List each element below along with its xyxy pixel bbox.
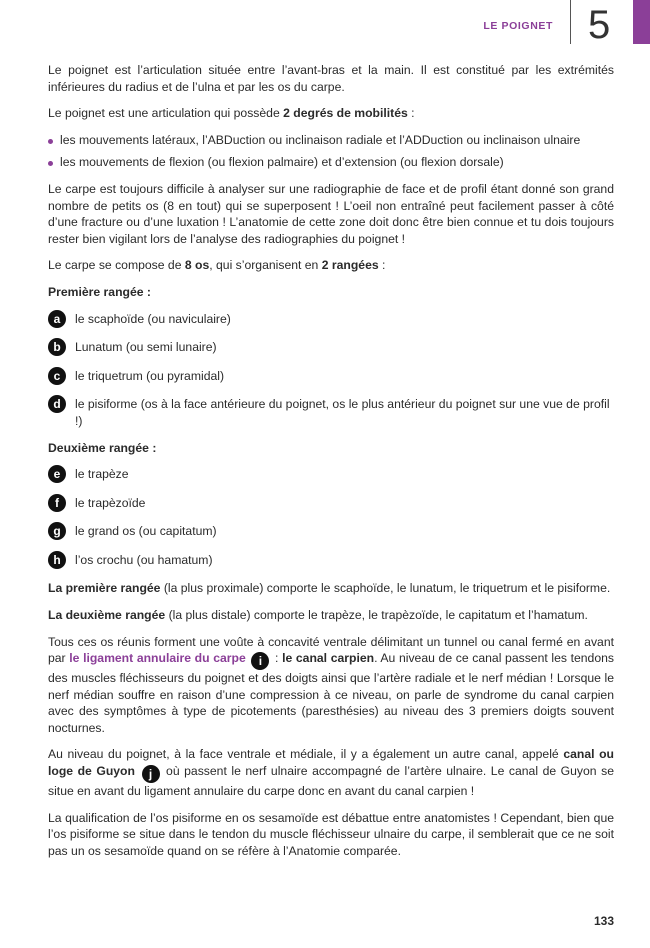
mobility-text: Le poignet est une articulation qui possède [48,106,284,121]
page-number: 133 [593,914,614,928]
second-row-summary [48,607,614,624]
bone-item-text: l’os crochu (ou hamatum) [75,552,213,567]
letter-badge-icon: b [48,338,66,356]
letter-badge-icon: h [48,551,66,569]
letter-badge-icon: j [142,765,160,783]
summary-bold: La première rangée [48,581,161,596]
canal-carpien-term: le canal carpien [282,651,375,666]
letter-badge-icon: c [48,367,66,385]
bone-item-text: Lunatum (ou semi lunaire) [75,340,217,355]
list-item-text: les mouvements de flexion (ou flexion palmaire) et d’extension (ou flexion dorsale) [60,155,504,170]
list-item [48,154,614,171]
canal-guyon-paragraph [48,746,614,799]
bone-item-f [48,495,614,513]
bone-item-text: le trapèzoïde [75,495,146,510]
canal-guyon-text-end: où passent le nerf ulnaire accompagné de l’artère ulnaire. Le canal de Guyon se situe en avant du ligament annulaire du carpe donc en avant du canal carpien ! [48,764,614,799]
intro-paragraph: Le poignet est l’articulation située entre l’avant-bras et la main. Il est constitué par les extrémités inférieures du radius et de l’ulna et par les os du carpe. [48,63,614,94]
bone-item-b [48,339,614,357]
composition-bold-rows: 2 rangées [321,258,379,273]
carpe-difficulty-paragraph: Le carpe est toujours difficile à analyser sur une radiographie de face et de profil étant donné son grand nombre de petits os (8 en tout) qui se superposent ! L’oeil non entraîné peut facilement passer à côté d’une fracture ou d’une luxation ! L’anatomie de cette zone doit donc être bien connue et tu dois toujours rester bien vigilant lors de l’analyse des radiographies du poignet ! [48,181,614,246]
summary-text: (la plus proximale) comporte le scaphoïde, le lunatum, le triquetrum et le pisiforme. [160,581,611,596]
ligament-term: le ligament annulaire du carpe [69,651,246,666]
bone-item-text: le pisiforme (os à la face antérieure du poignet, os le plus antérieur du poignet sur une vue de profil !) [75,397,610,428]
canal-carpien-text: Tous ces os réunis forment une voûte à concavité ventrale délimitant un tunnel ou canal fermé en avant par [48,634,614,666]
page-header [0,0,650,46]
composition-colon: : [378,258,386,273]
bone-item-text: le trapèze [75,467,129,482]
letter-badge-icon: e [48,465,66,483]
canal-guyon-text: Au niveau du poignet, à la face ventrale et médiale, il y a également un autre canal, appelé [48,747,564,762]
canal-carpien-colon: : [271,651,283,666]
bone-item-text: le triquetrum (ou pyramidal) [75,368,225,383]
bone-item-text: le grand os (ou capitatum) [75,524,217,539]
chapter-tab [633,0,650,44]
first-row-title: Première rangée : [48,284,151,299]
list-item [48,132,614,149]
bone-item-h [48,552,614,570]
carpe-composition-paragraph [48,257,614,274]
canal-guyon-term: canal ou loge de Guyon [48,747,614,779]
letter-badge-icon: f [48,494,66,512]
mobility-colon: : [407,106,415,121]
summary-bold: La deuxième rangée [48,607,166,622]
summary-text: (la plus distale) comporte le trapèze, le trapèzoïde, le capitatum et l’hamatum. [165,607,588,622]
page-body [48,62,614,869]
bullet-dot-icon [48,161,53,166]
letter-badge-icon: g [48,522,66,540]
bone-item-d [48,396,614,429]
list-item-text: les mouvements latéraux, l’ABDuction ou inclinaison radiale et l’ADDuction ou inclinaison ulnaire [60,132,581,147]
header-divider [570,0,571,44]
pisiforme-note-paragraph: La qualification de l’os pisiforme en os sesamoïde est débattue entre anatomistes ! Cependant, bien que l’os pisiforme se situe dans le tendon du muscle fléchisseur ulnaire du carpe, il semblerait que ce ne soit pas un os sesamoïde quand on se réfère à l’Anatomie comparée. [48,810,614,858]
mobility-list [48,132,614,171]
bullet-dot-icon [48,139,53,144]
composition-bold-count: 8 os [184,258,210,273]
second-row-title: Deuxième rangée : [48,440,157,455]
bone-item-e [48,466,614,484]
canal-carpien-paragraph [48,634,614,737]
bone-item-a [48,311,614,329]
first-row-summary [48,580,614,597]
bone-item-c [48,368,614,386]
mobility-paragraph [48,105,614,122]
chapter-number: 5 [588,3,611,47]
composition-text: Le carpe se compose de [48,258,185,273]
bone-item-text: le scaphoïde (ou naviculaire) [75,311,231,326]
chapter-label: LE POIGNET [483,20,553,32]
letter-badge-icon: a [48,310,66,328]
canal-carpien-text-end: . Au niveau de ce canal passent les tendons des muscles fléchisseurs du poignet et des doigts ainsi que l’artère radiale et le nerf médian ! Lorsque le nerf médian souffre en raison d’une compression à ce niveau, on parle de syndrome du canal carpien avec des symptômes à type de picotements (paresthésies) au niveau des 3 premiers doigts souvent nocturnes. [48,651,614,735]
letter-badge-icon: d [48,395,66,413]
mobility-bold: 2 degrés de mobilités [283,106,408,121]
letter-badge-icon: i [251,652,269,670]
composition-text-mid: , qui s’organisent en [209,258,322,273]
bone-item-g [48,523,614,541]
